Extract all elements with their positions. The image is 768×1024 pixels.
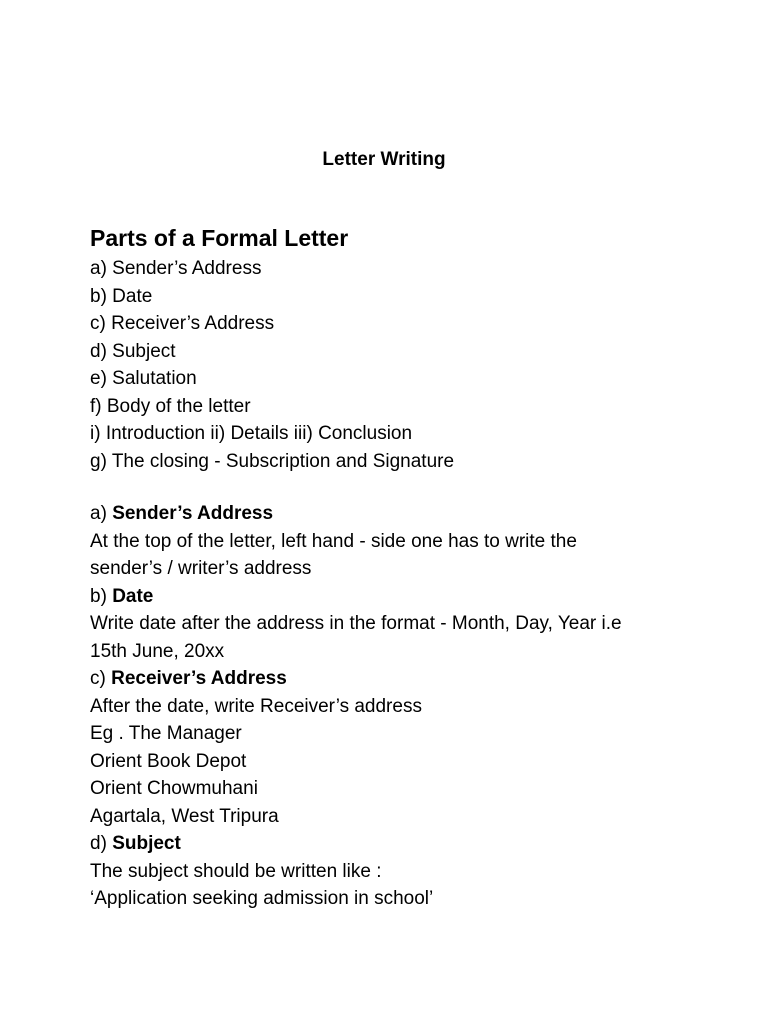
list-item: e) Salutation xyxy=(90,368,197,389)
subsection-title: Date xyxy=(112,585,154,607)
subsection-prefix: c) xyxy=(90,668,112,689)
list-item: f) Body of the letter xyxy=(90,395,251,417)
senders-address-section xyxy=(90,500,690,583)
list-item: c) Receiver’s Address xyxy=(90,313,275,334)
subsection-title: Sender’s Address xyxy=(112,503,274,524)
subsection-heading xyxy=(90,830,690,858)
paragraph-line: 15th June, 20xx xyxy=(90,640,225,662)
date-section xyxy=(90,583,690,666)
list-item: d) Subject xyxy=(90,340,176,362)
list-item: i) Introduction ii) Details iii) Conclusion xyxy=(90,423,413,444)
document-body xyxy=(90,223,690,913)
section-heading: Parts of a Formal Letter xyxy=(90,225,349,251)
paragraph-line: At the top of the letter, left hand - side one has to write the xyxy=(90,530,577,552)
receivers-address-section xyxy=(90,665,690,830)
subsection-title: Subject xyxy=(112,833,181,854)
list-item: a) Sender’s Address xyxy=(90,258,262,279)
list-item: g) The closing - Subscription and Signature xyxy=(90,450,455,472)
subsection-heading xyxy=(90,583,690,611)
subsection-prefix: a) xyxy=(90,503,113,524)
document-title: Letter Writing xyxy=(322,149,446,170)
subsection-prefix: b) xyxy=(90,585,113,607)
subsection-heading xyxy=(90,500,690,528)
subsection-title: Receiver’s Address xyxy=(111,668,287,689)
paragraph-line: Write date after the address in the format - Month, Day, Year i.e xyxy=(90,613,622,634)
paragraph-line: The subject should be written like : xyxy=(90,860,382,882)
subsection-prefix: d) xyxy=(90,833,113,854)
paragraph-line: Orient Book Depot xyxy=(90,750,247,772)
paragraph-line: Eg . The Manager xyxy=(90,723,242,744)
paragraph-line: Agartala, West Tripura xyxy=(90,805,279,827)
list-item: b) Date xyxy=(90,285,153,307)
paragraph-line: sender’s / writer’s address xyxy=(90,558,312,579)
paragraph-line: Orient Chowmuhani xyxy=(90,778,258,799)
paragraph-line: ‘Application seeking admission in school’ xyxy=(90,888,434,909)
parts-list xyxy=(90,255,690,475)
spacer xyxy=(90,475,690,500)
paragraph-line: After the date, write Receiver’s address xyxy=(90,695,422,717)
subject-section xyxy=(90,830,690,913)
subsection-heading xyxy=(90,665,690,693)
